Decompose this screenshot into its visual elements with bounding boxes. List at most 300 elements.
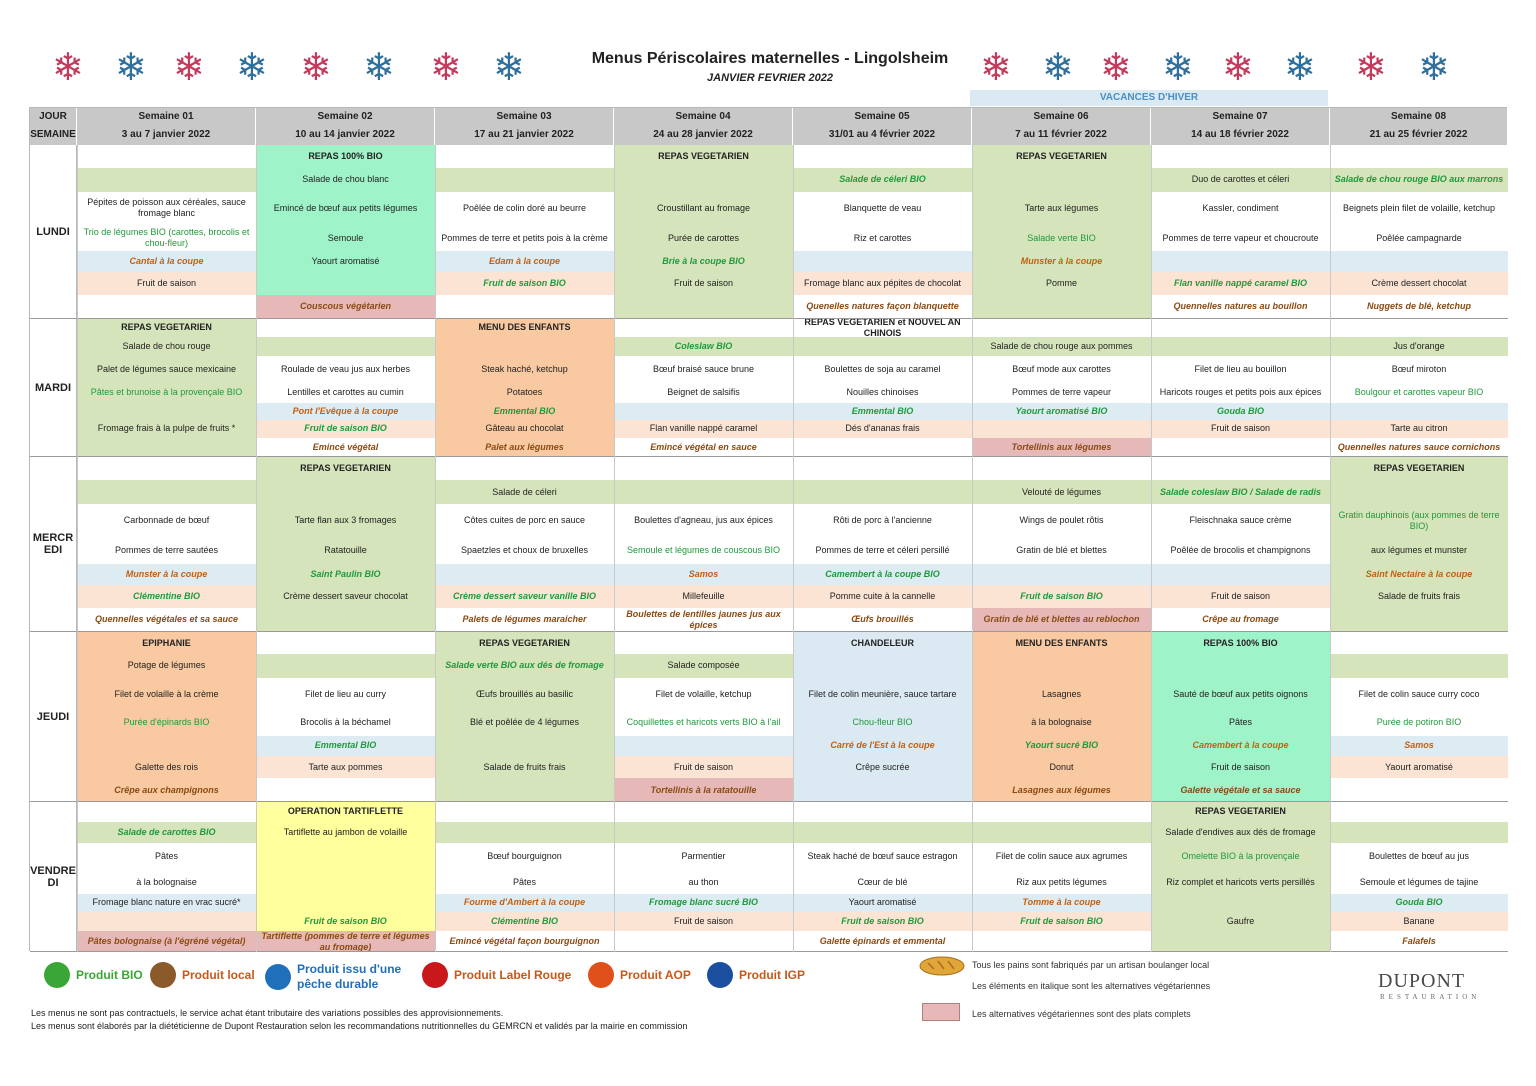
cell-background (1330, 608, 1508, 633)
week-header (1330, 108, 1508, 145)
menu-item: Fromage blanc aux pépites de chocolat (803, 277, 962, 288)
menu-item: Filet de colin sauce aux agrumes (995, 851, 1128, 862)
vacances-banner: VACANCES D'HIVER (970, 90, 1328, 106)
cell-background (614, 403, 793, 420)
menu-item: Galette épinards et emmental (819, 936, 946, 946)
menu-item: REPAS VEGETARIEN (479, 637, 570, 648)
menu-item: Fleischnaka sauce crème (1189, 515, 1292, 526)
cell-background (435, 778, 614, 802)
week-name: Semaine 03 (496, 111, 552, 122)
day-label: MARDI (30, 319, 77, 457)
menu-item: Chou-fleur BIO (852, 717, 913, 728)
menu-item: Fruit de saison (1210, 761, 1271, 772)
menu-item: Millefeuille (682, 590, 725, 601)
menu-item: Filet de colin meunière, sauce tartare (808, 688, 957, 699)
menu-item: Pâtes bolognaise (à l'égréné végétal) (87, 936, 246, 946)
menu-item: Pomme cuite à la cannelle (829, 590, 936, 601)
legend-label: Produit BIO (76, 968, 143, 982)
menu-item: Fruit de saison (136, 277, 197, 288)
cell-background (1151, 654, 1330, 678)
legend-label: Produit issu d'une pêche durable (297, 962, 402, 991)
cell-background (77, 736, 256, 756)
fish-icon (265, 964, 291, 990)
menu-item: Quennelles natures au bouillon (1173, 301, 1308, 312)
menu-item: Quenelles natures façon blanquette (806, 301, 959, 312)
week-dates: 17 au 21 janvier 2022 (474, 129, 574, 140)
label-rouge-icon (422, 962, 448, 988)
menu-item: Pâtes (1228, 717, 1252, 728)
menu-item: Nouilles chinoises (846, 387, 919, 398)
menu-item: Tarte aux légumes (1024, 202, 1099, 213)
cell-background (614, 319, 793, 337)
menu-item: Emincé végétal (312, 441, 379, 452)
menu-item: Boulettes de lentilles jaunes jus aux épices (626, 608, 781, 630)
week-dates: 24 au 28 janvier 2022 (653, 129, 753, 140)
snowflake-icon: ❄ (430, 47, 462, 89)
menu-item: Emincé de bœuf aux petits légumes (273, 202, 418, 213)
column-separator (256, 108, 257, 952)
menu-item: Fruit de saison (1210, 590, 1271, 601)
menu-item: Yaourt aromatisé (848, 897, 917, 907)
cell-background (1330, 319, 1508, 337)
cell-background (1151, 457, 1330, 480)
menu-item: Steak haché de bœuf sauce estragon (807, 851, 958, 862)
menu-item: OPERATION TARTIFLETTE (287, 806, 404, 817)
menu-item: Brie à la coupe BIO (662, 256, 745, 267)
menu-item: Trio de légumes BIO (carottes, brocolis et chou-fleur) (83, 227, 250, 249)
semaine-label: SEMAINE (30, 129, 76, 140)
week-name: Semaine 06 (1033, 111, 1089, 122)
cell-background (972, 319, 1151, 337)
menu-item: Gâteau au chocolat (485, 423, 564, 434)
menu-item: Poêlée campagnarde (1376, 232, 1462, 243)
week-name: Semaine 01 (138, 111, 194, 122)
cell-background (614, 295, 793, 319)
note-complets: Les alternatives végétariennes sont des plats complets (972, 1009, 1191, 1019)
cell-background (256, 319, 435, 337)
menu-item: Boulettes d'agneau, jus aux épices (634, 515, 773, 526)
menu-item: Galette végétale et sa sauce (1180, 784, 1301, 795)
menu-item: Crêpe aux champignons (114, 784, 219, 795)
cell-background (256, 871, 435, 894)
week-dates: 14 au 18 février 2022 (1191, 129, 1289, 140)
cell-background (793, 654, 972, 678)
jour-label: JOUR (39, 111, 67, 122)
menu-item: Filet de volaille, ketchup (655, 688, 752, 699)
menu-item: Pomme (1045, 277, 1077, 288)
week-name: Semaine 05 (854, 111, 910, 122)
week-header (972, 108, 1151, 145)
menu-item: Gouda BIO (1395, 897, 1443, 907)
legend-label: Produit local (182, 968, 255, 982)
cell-background (1330, 251, 1508, 272)
menu-item: à la bolognaise (1031, 717, 1092, 728)
menu-item: Flan vanille nappé caramel (649, 423, 758, 434)
aop-icon (588, 962, 614, 988)
menu-item: Salade composée (667, 660, 740, 671)
cell-background (1330, 145, 1508, 168)
cell-background (256, 272, 435, 295)
menu-item: Potage de légumes (127, 660, 206, 671)
snowflake-icon: ❄ (1162, 47, 1194, 89)
menu-item: Fruit de saison BIO (841, 915, 924, 926)
menu-item: Emincé végétal façon bourguignon (449, 936, 600, 946)
menu-item: Salade de chou rouge BIO aux marrons (1334, 174, 1504, 185)
snowflake-icon: ❄ (363, 47, 395, 89)
legend-item (265, 962, 407, 992)
menu-item: Brocolis à la béchamel (300, 717, 391, 728)
cell-background (972, 295, 1151, 319)
column-separator (77, 108, 78, 952)
menu-item: Côtes cuites de porc en sauce (463, 515, 586, 526)
menu-item: Samos (688, 568, 719, 579)
menu-item: Croustillant au fromage (656, 202, 751, 213)
menu-item: Tarte flan aux 3 fromages (294, 515, 397, 526)
menu-item: Coleslaw BIO (674, 341, 733, 352)
cell-background (77, 295, 256, 319)
menu-item: Munster à la coupe (125, 568, 208, 579)
menu-item: Clémentine BIO (132, 590, 200, 601)
menu-item: Salade de céleri BIO (839, 174, 926, 185)
menu-item: Riz aux petits légumes (1016, 876, 1107, 887)
menu-item: Palets de légumes maraicher (462, 614, 587, 625)
menu-item: Filet de lieu au bouillon (1194, 363, 1287, 374)
menu-item: Fruit de saison BIO (304, 423, 387, 434)
menu-item: Pépites de poisson aux céréales, sauce fromage blanc (87, 197, 246, 219)
menu-item: Salade de chou blanc (302, 174, 389, 185)
cell-background (1151, 145, 1330, 168)
menu-item: Fruit de saison BIO (304, 915, 387, 926)
cell-background (1330, 778, 1508, 802)
cell-background (614, 736, 793, 756)
menu-item: Haricots rouges et petits pois aux épices (1159, 387, 1322, 398)
menu-item: Crêpe au fromage (1202, 614, 1279, 625)
menu-item: Boulettes de soja au caramel (824, 363, 941, 374)
menu-item: Semoule et légumes de tajine (1359, 876, 1479, 887)
snowflake-icon: ❄ (52, 47, 84, 89)
cell-background (77, 145, 256, 168)
menu-item: Salade de fruits frais (1377, 590, 1461, 601)
menu-item: MENU DES ENFANTS (478, 322, 571, 333)
day-label: MERCR EDI (30, 457, 77, 632)
menu-item: Pâtes (154, 851, 178, 862)
cell-background (1151, 564, 1330, 585)
cell-background (793, 457, 972, 480)
menu-item: Omelette BIO à la provençale (1181, 851, 1300, 862)
menu-item: Tartiflette au jambon de volaille (283, 826, 408, 837)
menu-item: Salade d'endives aux dés de fromage (1165, 826, 1316, 837)
menu-item: Filet de volaille à la crème (114, 688, 219, 699)
cell-background (435, 145, 614, 168)
menu-item: Fruit de saison BIO (483, 277, 566, 288)
menu-item: Lentilles et carottes au cumin (287, 387, 404, 398)
cell-background (256, 654, 435, 678)
menu-item: Clémentine BIO (490, 915, 558, 926)
menu-item: Carbonnade de bœuf (123, 515, 210, 526)
cell-background (1151, 438, 1330, 457)
cell-background (435, 295, 614, 319)
menu-item: Semoule (327, 232, 364, 243)
menu-item: REPAS VEGETARIEN (1373, 462, 1465, 473)
cell-background (1330, 403, 1508, 420)
menu-item: Yaourt aromatisé (311, 256, 380, 267)
menu-item: Pommes de terre vapeur et choucroute (1162, 232, 1319, 243)
menu-item: Yaourt sucré BIO (1024, 740, 1099, 751)
column-separator (614, 108, 615, 952)
snowflake-icon: ❄ (1100, 47, 1132, 89)
menu-item: Bœuf braisé sauce brune (652, 363, 755, 374)
cell-background (614, 822, 793, 843)
week-header (793, 108, 972, 145)
menu-item: REPAS VEGETARIEN et NOUVEL AN CHINOIS (804, 319, 961, 337)
menu-item: Fruit de saison BIO (1020, 590, 1103, 601)
menu-item: Steak haché, ketchup (481, 363, 568, 374)
menu-item: Pâtes et brunoise à la provençale BIO (90, 387, 243, 398)
menu-item: Bœuf mode aux carottes (1012, 363, 1111, 374)
menu-item: Quennelles natures sauce cornichons (1337, 441, 1501, 452)
menu-item: Gouda BIO (1217, 405, 1264, 416)
snowflake-icon: ❄ (115, 47, 147, 89)
page-subtitle: JANVIER FEVRIER 2022 (707, 72, 833, 84)
menu-item: Tomme à la coupe (1022, 897, 1101, 907)
menu-item: REPAS VEGETARIEN (1195, 806, 1286, 817)
legend-label: Produit IGP (739, 968, 805, 982)
menu-item: Emmental BIO (314, 740, 377, 751)
cell-background (614, 931, 793, 952)
week-name: Semaine 04 (675, 111, 731, 122)
day-label: VENDRE DI (30, 802, 77, 952)
cell-background (1330, 480, 1508, 505)
header-jour-semaine (30, 108, 77, 145)
menu-item: Donut (1049, 761, 1074, 772)
menu-item: Spaetzles et choux de bruxelles (460, 545, 589, 556)
cell-background (256, 480, 435, 505)
menu-item: Pommes de terre sautées (114, 545, 219, 556)
menu-item: Salade verte BIO aux dés de fromage (445, 660, 604, 671)
menu-item: Yaourt aromatisé BIO (1015, 405, 1108, 416)
menu-item: Duo de carottes et céleri (1191, 174, 1290, 185)
location-pin-icon (150, 962, 176, 988)
menu-item: Semoule et légumes de couscous BIO (626, 545, 781, 556)
week-dates: 21 au 25 février 2022 (1369, 129, 1468, 140)
menu-item: Parmentier (681, 851, 726, 862)
menu-item: Flan vanille nappé caramel BIO (1173, 277, 1308, 288)
menu-item: Salade de céleri (492, 486, 557, 497)
logo-line2: RESTAURATION (1380, 993, 1481, 1001)
snowflake-icon: ❄ (173, 47, 205, 89)
menu-item: Gratin de blé et blettes au reblochon (983, 614, 1140, 625)
cell-background (77, 912, 256, 932)
menu-table (29, 107, 1507, 951)
menu-item: CHANDELEUR (851, 637, 914, 648)
cell-background (435, 337, 614, 356)
menu-item: Salade de chou rouge (122, 341, 211, 352)
menu-item: Camembert à la coupe (1192, 740, 1289, 751)
menu-item: Kassler, condiment (1202, 202, 1279, 213)
day-separator (30, 951, 1508, 952)
menu-item: Camembert à la coupe BIO (825, 568, 940, 579)
menu-item: Lasagnes aux légumes (1012, 784, 1111, 795)
day-label: JEUDI (30, 632, 77, 802)
snowflake-icon: ❄ (493, 47, 525, 89)
menu-item: Poêlée de colin doré au beurre (462, 202, 587, 213)
menu-item: Carré de l'Est à la coupe (830, 740, 935, 751)
menu-item: Œufs brouillés (851, 614, 914, 625)
cell-background (77, 403, 256, 420)
cell-background (256, 608, 435, 633)
menu-item: Banane (1403, 915, 1435, 926)
menu-item: Purée de carottes (667, 232, 740, 243)
menu-item: au thon (688, 876, 719, 887)
menu-item: Crème dessert saveur chocolat (283, 590, 408, 601)
cell-background (614, 802, 793, 822)
cell-background (972, 168, 1151, 192)
legend-label: Produit AOP (620, 968, 691, 982)
cell-background (77, 802, 256, 822)
cell-background (972, 822, 1151, 843)
menu-item: Crème dessert chocolat (1371, 277, 1467, 288)
menu-item: REPAS 100% BIO (1203, 637, 1278, 648)
menu-item: Roulade de veau jus aux herbes (280, 363, 411, 374)
note-italique: Les éléments en italique sont les alternatives végétariennes (972, 981, 1211, 991)
menu-item: Sauté de bœuf aux petits oignons (1173, 688, 1308, 699)
menu-item: Edam à la coupe (488, 256, 561, 267)
bread-icon (918, 955, 966, 977)
menu-item: Filet de colin sauce curry coco (1358, 688, 1480, 699)
menu-item: Palet de légumes sauce mexicaine (96, 363, 237, 374)
menu-item: Beignets plein filet de volaille, ketchup (1342, 202, 1496, 213)
menu-item: Purée d'épinards BIO (123, 717, 210, 728)
cell-background (435, 168, 614, 192)
menu-item: Fromage frais à la pulpe de fruits * (97, 423, 236, 434)
menu-item: Emmental BIO (851, 405, 914, 416)
bio-icon (44, 962, 70, 988)
cell-background (1330, 822, 1508, 843)
legend-item (422, 962, 571, 988)
menu-item: Potatoes (506, 387, 543, 398)
menu-item: Fruit de saison (673, 915, 734, 926)
menu-item: Poêlée de brocolis et champignons (1170, 545, 1311, 556)
snowflake-icon: ❄ (980, 47, 1012, 89)
week-dates: 10 au 14 janvier 2022 (295, 129, 395, 140)
column-separator (1151, 108, 1152, 952)
menu-item: Œufs brouillés au basilic (475, 688, 574, 699)
week-header (614, 108, 793, 145)
menu-item: Saint Paulin BIO (310, 568, 381, 579)
page-title: Menus Périscolaires maternelles - Lingolsheim (591, 50, 949, 67)
snowflake-icon: ❄ (1284, 47, 1316, 89)
legend-label: Produit Label Rouge (454, 968, 572, 982)
cell-background (256, 778, 435, 802)
menu-item: Gratin de blé et blettes (1016, 545, 1107, 556)
menu-item: Samos (1404, 740, 1434, 751)
menu-item: Lasagnes (1041, 688, 1082, 699)
week-header (435, 108, 614, 145)
menu-item: EPIPHANIE (142, 637, 191, 648)
cell-background (1330, 632, 1508, 654)
menu-item: Tarte aux pommes (308, 761, 383, 772)
menu-item: Blé et poêlée de 4 légumes (469, 717, 580, 728)
cell-background (1151, 251, 1330, 272)
week-name: Semaine 08 (1390, 111, 1447, 122)
day-label: LUNDI (30, 145, 77, 319)
menu-item: Filet de lieu au curry (304, 688, 387, 699)
snowflake-icon: ❄ (1355, 47, 1387, 89)
menu-item: Emmental BIO (493, 405, 556, 416)
menu-item: MENU DES ENFANTS (1015, 637, 1108, 648)
cell-background (972, 420, 1151, 438)
column-separator (435, 108, 436, 952)
menu-item: à la bolognaise (136, 876, 197, 887)
snowflake-icon: ❄ (236, 47, 268, 89)
menu-item: Fruit de saison (673, 277, 734, 288)
menu-item: REPAS VEGETARIEN (121, 322, 212, 333)
cell-background (77, 457, 256, 480)
menu-item: Wings de poulet rôtis (1019, 515, 1104, 526)
cell-background (256, 843, 435, 872)
menu-item: Riz et carottes (853, 232, 912, 243)
cell-background (793, 802, 972, 822)
cell-background (972, 931, 1151, 952)
cell-background (256, 337, 435, 356)
menu-item: REPAS VEGETARIEN (1016, 150, 1107, 161)
menu-item: Salade de chou rouge aux pommes (990, 341, 1133, 352)
menu-item: Galette des rois (134, 761, 199, 772)
menu-item: Falafels (1402, 936, 1436, 946)
menu-item: Beignet de salsifis (667, 387, 740, 398)
menu-item: Pommes de terre et céleri persillé (815, 545, 950, 556)
cell-background (972, 802, 1151, 822)
legend-item (588, 962, 691, 988)
menu-item: Pâtes (512, 876, 536, 887)
cell-background (1151, 931, 1330, 952)
menu-item: Couscous végétarien (299, 301, 392, 312)
snowflake-icon: ❄ (1222, 47, 1254, 89)
menu-item: Gaufre (1226, 915, 1255, 926)
menu-item: Gratin dauphinois (aux pommes de terre BIO) (1338, 509, 1500, 531)
week-name: Semaine 02 (317, 111, 373, 122)
week-header (1151, 108, 1330, 145)
cell-background (972, 457, 1151, 480)
cell-background (435, 822, 614, 843)
snowflake-icon: ❄ (1042, 47, 1074, 89)
week-dates: 7 au 11 février 2022 (1015, 129, 1107, 140)
cell-background (793, 822, 972, 843)
cell-background (256, 632, 435, 654)
menu-item: Pommes de terre vapeur (1011, 387, 1112, 398)
cell-background (1151, 337, 1330, 356)
cell-background (614, 480, 793, 505)
menu-item: Tarte au citron (1390, 423, 1448, 434)
menu-item: Salade verte BIO (1027, 232, 1096, 243)
menu-item: aux légumes et munster (1370, 545, 1468, 556)
cell-background (614, 168, 793, 192)
cell-background (1330, 802, 1508, 822)
menu-item: Boulettes de bœuf au jus (1368, 851, 1470, 862)
menu-item: Coquillettes et haricots verts BIO à l'ail (626, 717, 781, 728)
cell-background (435, 802, 614, 822)
cell-background (77, 480, 256, 505)
menu-item: Saint Nectaire à la coupe (1365, 568, 1473, 579)
menu-item: Tortellinis aux légumes (1011, 441, 1112, 452)
cell-background (793, 480, 972, 505)
cell-background (435, 457, 614, 480)
menu-item: Bœuf bourguignon (487, 851, 562, 862)
cell-background (1330, 654, 1508, 678)
menu-item: Cantal à la coupe (129, 256, 204, 267)
menu-item: Quennelles végétales et sa sauce (94, 614, 239, 625)
logo-line1: DUPONT (1378, 970, 1466, 992)
